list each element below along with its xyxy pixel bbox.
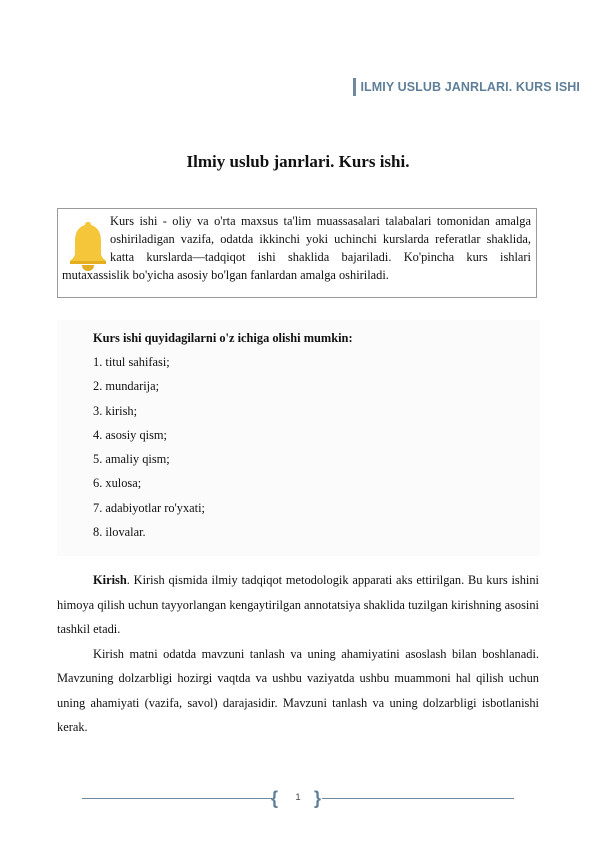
list-item: 3. kirish; bbox=[93, 403, 138, 418]
list-item: 8. ilovalar. bbox=[93, 525, 146, 540]
list-heading: Kurs ishi quyidagilarni o'z ichiga olishi mumkin: bbox=[93, 331, 353, 345]
list-item: 1. titul sahifasi; bbox=[93, 355, 170, 369]
footer-bracket-right: } bbox=[314, 788, 322, 808]
list-item: 6. xulosa; bbox=[93, 476, 142, 491]
body-text bbox=[57, 568, 539, 740]
document-title: Ilmiy uslub janrlari. Kurs ishi. bbox=[186, 152, 410, 171]
components-list bbox=[93, 326, 353, 544]
note-box bbox=[57, 208, 537, 298]
footer-line-left bbox=[82, 798, 272, 799]
note-text-content: Kurs ishi - oliy va o'rta maxsus ta'lim muassasalari talabalari tomonidan amalga oshiriladigan vazifa, odatda ikkinchi yoki uchinchi kurslarda referatlar shaklida, katta kurslarda—tadqiqot ishi shaklida bajariladi. Ko'pincha kurs ishlari mutaxassislik bo'yicha asosiy bo'lgan fanlardan amalga oshiriladi. bbox=[62, 214, 531, 282]
page-number: 1 bbox=[295, 792, 301, 803]
note-text bbox=[62, 212, 531, 284]
paragraph-text: . Kirish qismida ilmiy tadqiqot metodologik apparati aks ettirilgan. Bu kurs ishini himoya qilish uchun tayyorlangan kengaytirilgan annotatsiya shaklida tuzilgan kirishning asosini tashkil etadi. bbox=[57, 573, 539, 636]
list-item: 4. asosiy qism; bbox=[93, 427, 168, 442]
term-kirish: Kirish bbox=[93, 573, 127, 587]
footer-line-right bbox=[322, 798, 514, 799]
running-header-text: ILMIY USLUB JANRLARI. KURS ISHI bbox=[360, 80, 580, 94]
paragraph-topic: Kirish matni odatda mavzuni tanlash va uning ahamiyatini asoslash bilan boshlanadi. Mavzuning dolzarbligi hozirgi vaqtda va ushbu vaziyatda ushbu muammoni hal qilish uchun uning ahamiyati (vazifa, savol) darajasidir. Mavzuni tanlash va uning dolzarbligi isbotlanishi kerak. bbox=[57, 646, 539, 734]
list-item: 2. mundarija; bbox=[93, 379, 160, 394]
list-item: 5. amaliy qism; bbox=[93, 452, 170, 467]
footer-bracket-left: { bbox=[271, 788, 279, 808]
running-header bbox=[353, 78, 580, 96]
list-item: 7. adabiyotlar ro'yxati; bbox=[93, 500, 205, 515]
header-accent-bar bbox=[353, 78, 356, 96]
paragraph-introduction bbox=[57, 568, 539, 642]
